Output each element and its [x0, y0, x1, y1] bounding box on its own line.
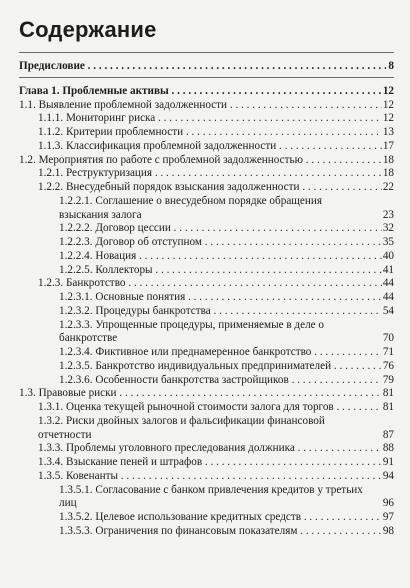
- toc-entry-title: 1.2.3.2. Процедуры банкротства . . .: [59, 305, 386, 319]
- toc-entry[interactable]: [0, 346, 410, 360]
- toc-entry[interactable]: [0, 401, 410, 415]
- toc-entry-title: 1.3.5.1. Согласование с банком привлечения кредитов у третьих лиц: [59, 483, 363, 510]
- toc-entry[interactable]: [0, 319, 410, 347]
- toc-entry-page: 22: [382, 181, 394, 193]
- toc-entry[interactable]: [0, 415, 410, 443]
- toc-entry-page: 17: [382, 139, 394, 152]
- toc-entry-title: 1.2.3. Банкротство . . .: [38, 277, 386, 291]
- toc-entry-page: 32: [382, 222, 394, 235]
- toc-entry-page: 96: [382, 497, 394, 510]
- toc-entry-page: 76: [382, 359, 394, 372]
- toc-entry-page: 87: [382, 428, 394, 441]
- toc-entry-page: 98: [382, 524, 394, 537]
- toc-entry[interactable]: [0, 291, 410, 305]
- toc-entry-title: 1.2.3.1. Основные понятия . . .: [59, 291, 386, 305]
- toc-entry[interactable]: [0, 305, 410, 319]
- toc-entry-page: 41: [382, 263, 394, 276]
- toc-entry-page: 81: [382, 387, 394, 400]
- toc-entry[interactable]: [0, 236, 410, 250]
- toc-entry-page: 8: [388, 60, 394, 72]
- toc-entry[interactable]: [0, 181, 410, 195]
- toc-entry[interactable]: [0, 525, 410, 539]
- toc-entry[interactable]: [0, 112, 410, 126]
- toc-entry[interactable]: [0, 264, 410, 278]
- toc-entry-title: 1.2.3.5. Банкротство индивидуальных предпринимателей . . .: [59, 360, 386, 374]
- toc-entry-page: 12: [382, 112, 394, 125]
- toc-entry-title: 1.3.5. Ковенанты . . .: [38, 470, 386, 484]
- toc-entry[interactable]: [0, 195, 410, 223]
- toc-entry-page: 70: [382, 332, 394, 345]
- divider: [19, 77, 394, 79]
- toc-entry-page: 35: [382, 236, 394, 248]
- toc-entry-page: 94: [382, 469, 394, 482]
- toc-entry[interactable]: [0, 167, 410, 181]
- toc-entry-title: 1.2.2.5. Коллекторы . . .: [59, 264, 386, 278]
- toc-entry[interactable]: [0, 442, 410, 456]
- toc-entry-title: 1.2.3.3. Упрощенные процедуры, применяемые в деле о банкротстве: [59, 318, 325, 345]
- toc-entry[interactable]: [0, 511, 410, 525]
- toc-entry[interactable]: [0, 484, 410, 512]
- toc-entry-title: 1.2.1. Реструктуризация . . .: [38, 167, 386, 181]
- toc-entry-title: 1.2.2.1. Соглашение о внесудебном порядке обращения взыскания залога: [59, 194, 322, 221]
- toc-entry-page: 97: [382, 511, 394, 523]
- toc-entry-page: 71: [382, 346, 394, 358]
- toc-entry-page: 91: [382, 456, 394, 468]
- toc-entry-page: 12: [382, 98, 394, 111]
- toc-entry-page: 23: [382, 208, 394, 221]
- toc-entry[interactable]: [0, 99, 410, 113]
- toc-entry[interactable]: [0, 154, 410, 168]
- toc-entry-title: 1.1.2. Критерии проблемности . . .: [38, 126, 386, 140]
- toc-entry-title: 1.2.2.2. Договор цессии . . .: [59, 222, 386, 236]
- toc-entry[interactable]: [0, 277, 410, 291]
- toc-entry-title: 1.1.1. Мониторинг риска . . .: [38, 112, 386, 126]
- toc-entry[interactable]: [0, 126, 410, 140]
- toc-entry[interactable]: [0, 456, 410, 470]
- toc-entry-title: 1.2. Мероприятия по работе с проблемной задолженностью . . .: [19, 154, 386, 168]
- toc-entry[interactable]: [0, 250, 410, 264]
- toc-entry-page: 88: [382, 442, 394, 455]
- toc-entry-title: 1.3.5.3. Ограничения по финансовым показателям . . .: [59, 525, 386, 539]
- toc-entry-title: 1.2.2.3. Договор об отступном . . .: [59, 236, 386, 250]
- toc-entry-title: 1.2.2. Внесудебный порядок взыскания задолженности . . .: [38, 181, 386, 195]
- toc-entry-page: 81: [382, 401, 394, 413]
- toc-entry-page: 18: [382, 167, 394, 180]
- toc-entry[interactable]: [0, 85, 410, 99]
- toc-entry-title: 1.2.3.6. Особенности банкротства застройщиков . . .: [59, 374, 386, 388]
- toc-entry-title: 1.1.3. Классификация проблемной задолженности . . .: [38, 140, 386, 154]
- toc-entry-title: 1.3.5.2. Целевое использование кредитных средств . . .: [59, 511, 386, 525]
- toc-entry-title: 1.2.2.4. Новация . . .: [59, 250, 386, 264]
- toc-entry-title: Глава 1. Проблемные активы . . .: [19, 85, 386, 99]
- toc-entry-page: 44: [382, 277, 394, 290]
- toc-entry[interactable]: [0, 374, 410, 388]
- divider: [19, 52, 394, 53]
- toc-entry-page: 12: [382, 84, 394, 97]
- toc-entry[interactable]: [0, 360, 410, 374]
- toc-entry-title: 1.2.3.4. Фиктивное или преднамеренное банкротство . . .: [59, 346, 386, 360]
- toc-entry[interactable]: [0, 60, 410, 74]
- toc-entry-page: 18: [382, 153, 394, 166]
- toc-entry-title: 1.3.3. Проблемы уголовного преследования должника . . .: [38, 442, 386, 456]
- toc-entry-title: 1.3.1. Оценка текущей рыночной стоимости залога для торгов . . .: [38, 401, 386, 415]
- toc-entry-page: 44: [382, 291, 394, 303]
- page-title: Содержание: [19, 17, 157, 42]
- toc-entry[interactable]: [0, 387, 410, 401]
- toc-entry[interactable]: [0, 222, 410, 236]
- toc-entry-page: 40: [382, 249, 394, 262]
- table-of-contents: [0, 60, 410, 539]
- toc-entry-title: 1.3.4. Взыскание пеней и штрафов . . .: [38, 456, 386, 470]
- toc-entry-title: Предисловие . . .: [19, 60, 386, 74]
- toc-entry-page: 54: [382, 304, 394, 317]
- toc-entry-page: 79: [382, 373, 394, 386]
- toc-entry-title: 1.3. Правовые риски . . .: [19, 387, 386, 401]
- toc-entry-title: 1.1. Выявление проблемной задолженности . . .: [19, 99, 386, 113]
- toc-entry-page: 13: [382, 126, 394, 138]
- toc-entry[interactable]: [0, 470, 410, 484]
- toc-entry[interactable]: [0, 140, 410, 154]
- toc-entry-title: 1.3.2. Риски двойных залогов и фальсификации финансовой отчетности: [38, 414, 325, 441]
